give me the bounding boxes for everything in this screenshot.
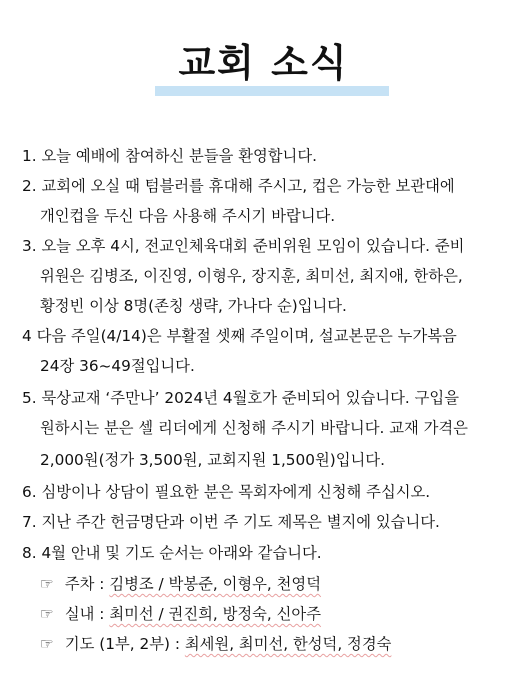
pointing-hand-icon: ☞ [40, 635, 54, 653]
item-4-line-1: 4 다음 주일(4/14)은 부활절 셋째 주일이며, 설교본문은 누가복음 [22, 327, 457, 345]
schedule-row-parking [40, 574, 321, 594]
item-5-line-1: 5. 묵상교재 ‘주만나’ 2024년 4월호가 준비되어 있습니다. 구입을 [22, 389, 459, 407]
item-2-line-1: 2. 교회에 오실 때 텀블러를 휴대해 주시고, 컵은 가능한 보관대에 [22, 177, 455, 195]
title-underline-bar [155, 86, 389, 96]
item-6-line-1: 6. 심방이나 상담이 필요한 분은 목회자에게 신청해 주십시오. [22, 483, 431, 501]
item-8-line-1: 8. 4월 안내 및 기도 순서는 아래와 같습니다. [22, 544, 322, 562]
item-7-line-1: 7. 지난 주간 헌금명단과 이번 주 기도 제목은 별지에 있습니다. [22, 513, 440, 531]
schedule-people: 최미선 / 권진희, 방정숙, 신아주 [109, 605, 321, 623]
item-1-line-1: 1. 오늘 예배에 참여하신 분들을 환영합니다. [22, 147, 317, 165]
pointing-hand-icon: ☞ [40, 575, 54, 593]
item-4-line-2: 24장 36~49절입니다. [40, 357, 195, 375]
item-3-line-3: 황정빈 이상 8명(존칭 생략, 가나다 순)입니다. [40, 297, 347, 315]
item-5-line-3: 2,000원(정가 3,500원, 교회지원 1,500원)입니다. [40, 451, 385, 469]
schedule-label: 기도 (1부, 2부) : [64, 635, 180, 653]
item-3-line-2: 위원은 김병조, 이진영, 이형우, 장지훈, 최미선, 최지애, 한하은, [40, 267, 463, 285]
item-3-line-1: 3. 오늘 오후 4시, 전교인체육대회 준비위원 모임이 있습니다. 준비 [22, 237, 465, 255]
schedule-label: 실내 : [64, 605, 105, 623]
schedule-people: 김병조 / 박봉준, 이형우, 천영덕 [109, 575, 321, 593]
item-2-line-2: 개인컵을 두신 다음 사용해 주시기 바랍니다. [40, 207, 336, 225]
schedule-label: 주차 : [64, 575, 105, 593]
page-title: 교회 소식 [178, 41, 349, 85]
schedule-row-prayer [40, 634, 391, 654]
item-5-line-2: 원하시는 분은 셀 리더에게 신청해 주시기 바랍니다. 교재 가격은 [40, 419, 468, 437]
schedule-people: 최세원, 최미선, 한성덕, 정경숙 [184, 635, 392, 653]
pointing-hand-icon: ☞ [40, 605, 54, 623]
schedule-row-indoor [40, 604, 321, 624]
